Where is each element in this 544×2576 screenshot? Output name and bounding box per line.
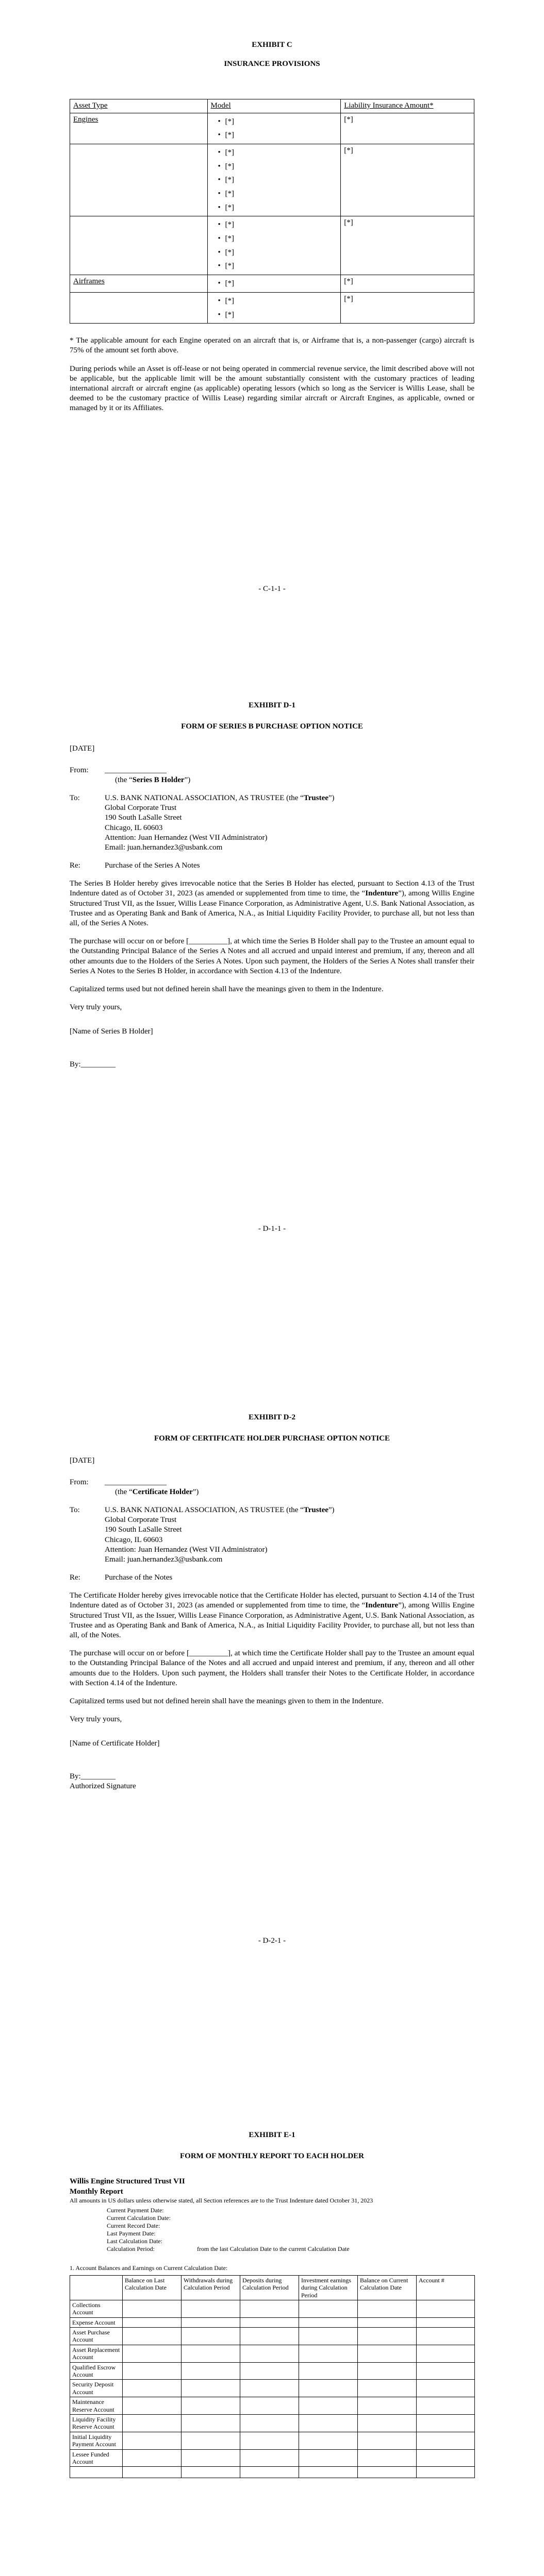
re-text: Purchase of the Notes (105, 1573, 173, 1582)
to-line: 190 South LaSalle Street (105, 1526, 182, 1534)
table-row (70, 2449, 475, 2467)
section-1-heading: 1. Account Balances and Earnings on Current Calculation Date: (70, 2264, 228, 2272)
header-model: Model (210, 101, 231, 110)
table-row (70, 292, 474, 323)
re-block (70, 1573, 474, 1583)
account-name: Liquidity Facility Reserve Account (70, 2415, 123, 2432)
to-line-trustee: U.S. BANK NATIONAL ASSOCIATION, AS TRUSTEE (the “Trustee”) (105, 793, 335, 802)
table-row (70, 2362, 475, 2380)
table-row (70, 2415, 475, 2432)
asset-type-cell: Engines (73, 115, 98, 124)
table-row (70, 216, 474, 275)
date-line: Current Payment Date: (107, 2206, 164, 2214)
exhibit-d2-subtitle: FORM OF CERTIFICATE HOLDER PURCHASE OPTION NOTICE (154, 1434, 390, 1443)
report-note: All amounts in US dollars unless otherwise stated, all Section references are to the Trust Indenture dated October 31, 2023 (70, 2196, 373, 2204)
model-item: • [*] (225, 128, 338, 142)
header-asset-type: Asset Type (73, 101, 108, 110)
account-balances-table (70, 2275, 475, 2479)
col-investment-earnings: Investment earnings during Calculation Period (299, 2275, 358, 2300)
date-line: Current Record Date: (107, 2222, 160, 2229)
table-row (70, 113, 474, 144)
from-sub: (the “Series B Holder”) (115, 775, 191, 784)
to-line: Chicago, IL 60603 (105, 1535, 163, 1544)
exhibit-d1-title: EXHIBIT D-1 (249, 701, 295, 709)
account-name: Collections Account (70, 2300, 123, 2317)
to-line-trustee: U.S. BANK NATIONAL ASSOCIATION, AS TRUSTEE (the “Trustee”) (105, 1505, 335, 1514)
to-email: Email: juan.hernandez3@usbank.com (105, 843, 223, 852)
to-label: To: (70, 1505, 80, 1514)
notice-paragraph-1: The Certificate Holder hereby gives irrevocable notice that the Certificate Holder has elected, pursuant to Section 4.14 of the Trust Indenture dated as of October 31, 2023 (as amended or supplemented from time to time, the “Indenture”), among Willis Engine Structured Trust VII, as the Issuer, Willis Lease Finance Corporation, as Administrative Agent, U.S. Bank National Association, as Trustee and as Operating Bank and Bank of America, N.A., as Initial Liquidity Facility Provider, to purchase all, but not less than all, of the Notes. (70, 1591, 474, 1639)
date-line: Current Calculation Date: (107, 2214, 171, 2222)
signatory-name: [Name of Series B Holder] (70, 1027, 153, 1036)
to-block (70, 1505, 474, 1565)
amount-cell: [*] (341, 275, 474, 293)
amount-cell: [*] (341, 216, 474, 275)
account-name: Asset Purchase Account (70, 2328, 123, 2345)
amount-cell: [*] (341, 113, 474, 144)
from-block (70, 1478, 474, 1497)
re-block (70, 861, 474, 871)
closing: Very truly yours, (70, 1003, 122, 1012)
col-balance-current: Balance on Current Calculation Date (358, 2275, 417, 2300)
asset-type-cell (70, 292, 208, 323)
from-label: From: (70, 1478, 89, 1486)
asset-type-cell: Airframes (73, 277, 105, 286)
model-item: • [*] (225, 160, 338, 174)
exhibit-c-title: EXHIBIT C (252, 41, 292, 49)
series-b-holder-term: Series B Holder (132, 775, 185, 784)
report-name: Monthly Report (70, 2187, 123, 2196)
notice-paragraph-1: The Series B Holder hereby gives irrevocable notice that the Series B Holder has elected, pursuant to Section 4.13 of the Trust Indenture dated as of October 31, 2023 (as amended or supplemented from time to time, the “Indenture”), among Willis Engine Structured Trust VII, as the Issuer, Willis Lease Finance Corporation, as Administrative Agent, U.S. Bank National Association, as Trustee and as Operating Bank and Bank of America, N.A., as Initial Liquidity Facility Provider, to purchase all, but not less than all, of the Series A Notes. (70, 879, 474, 927)
model-item: • [*] (225, 115, 338, 129)
from-line: ________________ (105, 1478, 167, 1486)
from-line: ________________ (105, 766, 167, 774)
table-row (70, 2300, 475, 2317)
certificate-holder-term: Certificate Holder (132, 1487, 193, 1496)
calc-period-line: Calculation Period: from the last Calculation Date to the current Calculation Date (107, 2245, 350, 2252)
table-row (70, 2397, 475, 2415)
trust-name: Willis Engine Structured Trust VII (70, 2177, 185, 2186)
table-row (70, 144, 474, 216)
notice-paragraph-3: Capitalized terms used but not defined herein shall have the meanings given to them in the Indenture. (70, 1697, 384, 1705)
page-number: - D-1-1 - (258, 1225, 286, 1233)
from-label: From: (70, 766, 89, 774)
table-row (70, 2380, 475, 2397)
to-block (70, 793, 474, 853)
account-name: Asset Replacement Account (70, 2345, 123, 2362)
model-item: • [*] (225, 294, 338, 308)
account-name: Maintenance Reserve Account (70, 2397, 123, 2415)
exhibit-d1-subtitle: FORM OF SERIES B PURCHASE OPTION NOTICE (181, 722, 363, 731)
notice-paragraph-2: The purchase will occur on or before [__________], at which time the Series B Holder shall pay to the Trustee an amount equal to the Outstanding Principal Balance of the Series A Notes and all accrued and unpaid interest and premium, if any, thereon and all other amounts due to the Holders of the Series A Notes. Upon such payment, the Holders of the Series A Notes shall transfer their Series A Notes to the Series B Holder, in accordance with Section 4.13 of the Indenture. (70, 937, 474, 975)
signatory-name: [Name of Certificate Holder] (70, 1739, 160, 1748)
model-item: • [*] (225, 146, 338, 160)
to-email: Email: juan.hernandez3@usbank.com (105, 1555, 223, 1564)
from-block (70, 766, 474, 785)
page-number: - D-2-1 - (258, 1937, 286, 1945)
table-row (70, 2317, 475, 2327)
re-text: Purchase of the Series A Notes (105, 861, 200, 870)
to-line: 190 South LaSalle Street (105, 814, 182, 822)
model-item: • [*] (225, 259, 338, 273)
col-deposits: Deposits during Calculation Period (240, 2275, 299, 2300)
authorized-signature-label: Authorized Signature (70, 1782, 136, 1790)
exhibit-e1-subtitle: FORM OF MONTHLY REPORT TO EACH HOLDER (179, 2152, 364, 2161)
notice-paragraph-2: The purchase will occur on or before [__________], at which time the Certificate Holder shall pay to the Trustee an amount equal to the Outstanding Principal Balance of the Notes and all accrued and unpaid interest and premium, if any, thereon and all other amounts due to the Holders. Upon such payment, the Holders shall transfer their Notes to the Certificate Holder, in accordance with Section 4.14 of the Indenture. (70, 1649, 474, 1687)
model-item: • [*] (225, 277, 338, 291)
amount-cell: [*] (341, 292, 474, 323)
table-row (70, 2432, 475, 2449)
date-placeholder: [DATE] (70, 1456, 95, 1465)
model-item: • [*] (225, 173, 338, 187)
model-item: • [*] (225, 187, 338, 201)
table-row (70, 2328, 475, 2345)
table-header-row (70, 2275, 475, 2300)
model-item: • [*] (225, 201, 338, 215)
insurance-footnote: * The applicable amount for each Engine operated on an aircraft that is, or Airframe that is, a non-passenger (cargo) aircraft is 75% of the amount set forth above. (70, 336, 474, 355)
asset-type-cell (70, 144, 208, 216)
to-line: Attention: Juan Hernandez (West VII Administrator) (105, 833, 268, 842)
col-account-number: Account # (417, 2275, 475, 2300)
account-name: Initial Liquidity Payment Account (70, 2432, 123, 2449)
table-header-row (70, 99, 474, 113)
signature-line: By:_________ (70, 1060, 116, 1069)
model-item: • [*] (225, 246, 338, 260)
account-name: Qualified Escrow Account (70, 2362, 123, 2380)
account-name: Security Deposit Account (70, 2380, 123, 2397)
exhibit-d2-title: EXHIBIT D-2 (249, 1413, 295, 1421)
to-line: Chicago, IL 60603 (105, 823, 163, 832)
amount-cell: [*] (341, 144, 474, 216)
signature-line: By:_________ (70, 1772, 116, 1781)
asset-type-cell (70, 216, 208, 275)
date-placeholder: [DATE] (70, 744, 95, 753)
notice-paragraph-3: Capitalized terms used but not defined herein shall have the meanings given to them in the Indenture. (70, 985, 384, 993)
col-balance-last: Balance on Last Calculation Date (123, 2275, 182, 2300)
exhibit-c-subtitle: INSURANCE PROVISIONS (224, 60, 320, 69)
closing: Very truly yours, (70, 1715, 122, 1724)
model-item: • [*] (225, 308, 338, 322)
report-dates (70, 2207, 474, 2253)
date-line: Last Calculation Date: (107, 2237, 162, 2245)
model-item: • [*] (225, 232, 338, 246)
date-line: Last Payment Date: (107, 2229, 156, 2237)
page-number: - C-1-1 - (258, 585, 286, 593)
table-row (70, 2467, 475, 2478)
account-name: Expense Account (70, 2317, 123, 2327)
header-liability-amount: Liability Insurance Amount* (344, 101, 434, 110)
to-line: Global Corporate Trust (105, 804, 177, 812)
table-row (70, 275, 474, 293)
table-row (70, 2345, 475, 2362)
account-name: Lessee Funded Account (70, 2449, 123, 2467)
from-sub: (the “Certificate Holder”) (115, 1487, 199, 1496)
model-item: • [*] (225, 218, 338, 232)
to-line: Global Corporate Trust (105, 1516, 177, 1524)
insurance-table (70, 99, 474, 324)
re-label: Re: (70, 861, 80, 870)
re-label: Re: (70, 1573, 80, 1582)
col-withdrawals: Withdrawals during Calculation Period (182, 2275, 240, 2300)
off-lease-paragraph: During periods while an Asset is off-lease or not being operated in commercial revenue service, the limit described above will not be applicable, but the applicable limit will be the amount substantially consistent with the customary practices of leading international aircraft or aircraft engine (as applicable) operating lessors (which so long as the Servicer is Willis Lease, shall be deemed to be the customary practice of Willis Lease) regarding similar aircraft or Aircraft Engines, as applicable, owned or managed by it or its Affiliates. (70, 364, 474, 413)
exhibit-e1-title: EXHIBIT E-1 (249, 2131, 295, 2139)
to-label: To: (70, 793, 80, 802)
account-name (70, 2467, 123, 2478)
to-line: Attention: Juan Hernandez (West VII Administrator) (105, 1545, 268, 1554)
